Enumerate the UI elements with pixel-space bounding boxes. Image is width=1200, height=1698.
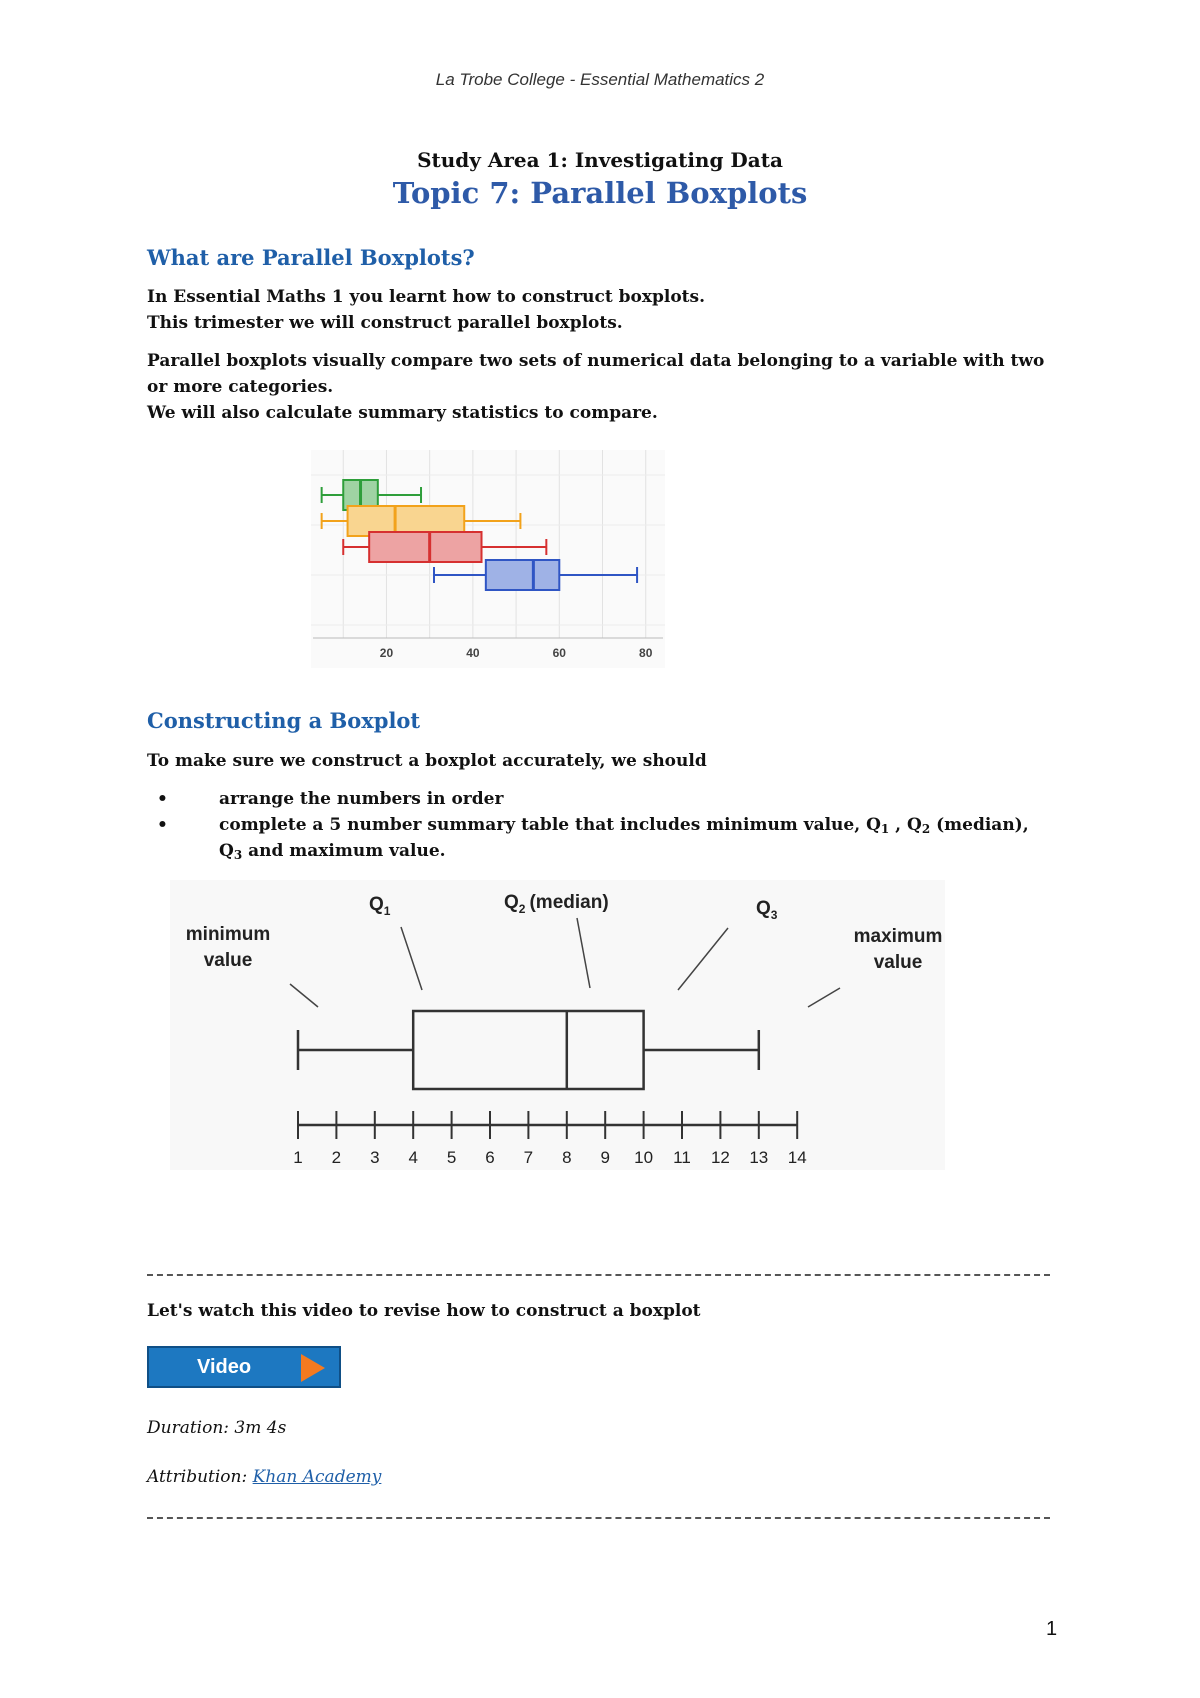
step-2-text-a: complete a 5 number summary table that includes minimum value, Q [219,815,881,835]
study-area-title: Study Area 1: Investigating Data [417,148,783,172]
iqr-box [369,532,481,562]
q2-label: $Q_2$ (median) [504,892,609,916]
iqr-box [486,560,559,590]
number-line-label-10: 10 [634,1148,654,1167]
play-icon [301,1354,325,1382]
intro-line-1: In Essential Maths 1 you learnt how to construct boxplots. [147,287,706,307]
number-line-label-9: 9 [600,1148,610,1167]
number-line-label-2: 2 [331,1148,342,1167]
definition-line-1: Parallel boxplots visually compare two sets of numerical data belonging to a variable with two or more categories. [147,351,1045,397]
intro-line-2: This trimester we will construct parallel boxplots. [147,313,623,333]
video-button[interactable] [147,1346,341,1388]
maximum-label-line-2: value [873,952,923,973]
q1-label: $Q_1$ [369,894,391,918]
tick-label-80: 80 [639,646,653,660]
khan-academy-link[interactable]: Khan Academy [252,1467,382,1487]
maximum-label-line-1: maximum [853,926,943,947]
parallel-boxplots-chart [311,450,665,668]
constructing-intro: To make sure we construct a boxplot accurately, we should [147,751,707,771]
video-duration: Duration: 3m 4s [147,1418,287,1438]
number-line-label-3: 3 [370,1148,380,1167]
section-heading-parallel-boxplots: What are Parallel Boxplots? [147,245,475,270]
divider-bottom [147,1517,1050,1519]
intro-paragraph [147,284,1057,336]
page-header: La Trobe College - Essential Mathematics 2 [435,70,765,89]
list-item [147,786,1057,812]
tick-label-20: 20 [379,646,394,660]
definition-paragraph [147,348,1057,426]
list-item [147,812,1057,864]
video-button-label: Video [197,1356,252,1378]
number-line-label-7: 7 [523,1148,534,1167]
bullet-symbol: • [157,815,168,835]
number-line-label-13: 13 [749,1148,769,1167]
attribution-label: Attribution: [147,1467,253,1487]
q3-label: $Q_3$ [756,898,778,922]
step-2-sub-3: 3 [233,848,243,862]
section-heading-constructing: Constructing a Boxplot [147,708,421,733]
number-line-label-11: 11 [673,1148,691,1167]
step-2-sub-1: 1 [880,822,890,836]
annotated-boxplot-diagram [170,880,945,1170]
step-2-text-b: , Q [889,815,922,835]
number-line-label-8: 8 [562,1148,572,1167]
tick-label-40: 40 [466,646,480,660]
steps-list [147,786,1057,864]
page-number: 1 [1046,1618,1058,1640]
number-line-label-5: 5 [446,1148,457,1167]
topic-title: Topic 7: Parallel Boxplots [392,176,808,210]
definition-line-2: We will also calculate summary statistics to compare. [147,403,658,423]
step-1-text: arrange the numbers in order [219,789,504,809]
minimum-label-line-2: value [203,950,253,971]
step-2-sub-2: 2 [921,822,931,836]
minimum-label-line-1: minimum [185,924,271,945]
video-attribution [147,1467,381,1487]
tick-label-60: 60 [552,646,566,660]
bullet-symbol: • [157,789,168,809]
step-2-text-d: and maximum value. [242,841,446,861]
number-line-label-14: 14 [787,1148,807,1167]
number-line-label-4: 4 [408,1148,418,1167]
step-2-text-c: (median), Q [219,815,1029,861]
number-line-label-12: 12 [710,1148,730,1167]
divider-top [147,1274,1050,1276]
diagram-background [170,880,945,1170]
number-line-label-6: 6 [485,1148,495,1167]
video-intro: Let's watch this video to revise how to construct a boxplot [147,1301,701,1321]
number-line-label-1: 1 [293,1148,303,1167]
